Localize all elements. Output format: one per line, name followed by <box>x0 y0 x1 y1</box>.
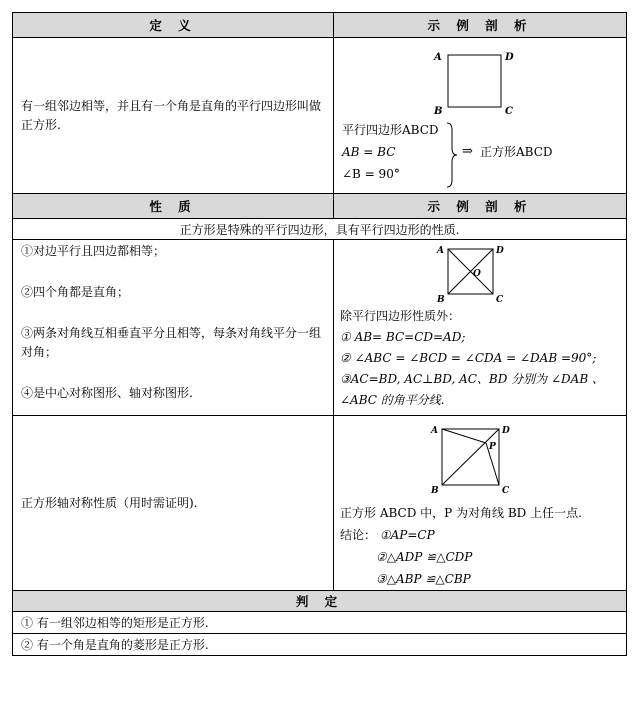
symmetry-text: 正方形轴对称性质（用时需证明). <box>21 495 198 510</box>
conclusion-3: ③△ABP ≌△CBP <box>376 572 471 586</box>
property-example-cell <box>334 240 627 416</box>
example-header-1: 示 例 剖 析 <box>334 13 627 38</box>
property-3: ③两条对角线互相垂直平分且相等，每条对角线平分一组对角； <box>21 326 322 359</box>
property-summary: 正方形是特殊的平行四边形，具有平行四边形的性质. <box>13 219 627 240</box>
label-a: A <box>431 426 438 436</box>
label-o: O <box>473 269 481 279</box>
example-line-1: ① AB= BC=CD=AD; <box>340 330 466 344</box>
judgement-1: ① 有一组邻边相等的矩形是正方形. <box>13 612 627 634</box>
example-line-2: ② ∠ABC = ∠BCD = ∠CDA = ∠DAB =90°; <box>340 351 597 365</box>
property-4: ④是中心对称图形、轴对称图形. <box>21 386 193 400</box>
label-d: D <box>502 426 510 436</box>
condition-1: 平行四边形ABCD <box>342 122 439 137</box>
label-d: D <box>505 51 514 63</box>
symmetry-example-cell <box>334 416 627 591</box>
example-intro: 除平行四边形性质外： <box>340 309 461 323</box>
label-c: C <box>496 295 504 305</box>
judgement-header: 判 定 <box>13 591 627 612</box>
properties-cell <box>13 240 334 416</box>
square-properties-table <box>12 12 627 656</box>
example-line-3a: ③AC=BD, AC⊥BD, AC、BD 分别为 ∠DAB 、 <box>340 372 604 386</box>
definition-result: 正方形ABCD <box>480 144 553 159</box>
diagonals-square-figure <box>334 240 626 306</box>
definition-derivation <box>334 120 626 192</box>
label-d: D <box>496 246 504 256</box>
definition-example-cell <box>334 38 627 194</box>
right-brace-icon <box>446 122 458 188</box>
conclusion-2: ②△ADP ≌△CDP <box>376 550 473 564</box>
label-b: B <box>437 295 445 305</box>
label-b: B <box>434 105 443 117</box>
symmetry-intro: 正方形 ABCD 中，P 为对角线 BD 上任一点. <box>340 506 582 520</box>
label-a: A <box>437 246 444 256</box>
conclusion-label: 结论： <box>340 528 377 542</box>
point-on-diagonal-figure <box>334 416 626 498</box>
conclusion-1: ①AP=CP <box>379 528 435 542</box>
property-header: 性 质 <box>13 194 334 219</box>
label-a: A <box>434 51 442 63</box>
example-header-2: 示 例 剖 析 <box>334 194 627 219</box>
label-b: B <box>431 486 439 496</box>
label-p: P <box>489 442 496 452</box>
example-line-3b: ∠ABC 的角平分线. <box>340 393 445 407</box>
definition-square-figure <box>334 40 626 120</box>
property-2: ②四个角都是直角； <box>21 285 130 299</box>
implies-arrow: ⇒ <box>462 143 473 159</box>
symmetry-cell <box>13 416 334 591</box>
condition-3: ∠B = 90° <box>342 166 400 181</box>
definition-text: 有一组邻边相等，并且有一个角是直角的平行四边形叫做正方形. <box>21 98 322 132</box>
property-example-text <box>334 306 626 411</box>
judgement-2: ② 有一个角是直角的菱形是正方形. <box>13 634 627 656</box>
label-c: C <box>505 105 513 117</box>
symmetry-example-text <box>334 498 626 590</box>
property-1: ①对边平行且四边都相等； <box>21 244 166 258</box>
condition-2: AB = BC <box>342 144 396 159</box>
label-c: C <box>502 486 510 496</box>
definition-text-cell <box>13 38 334 194</box>
definition-header: 定 义 <box>13 13 334 38</box>
